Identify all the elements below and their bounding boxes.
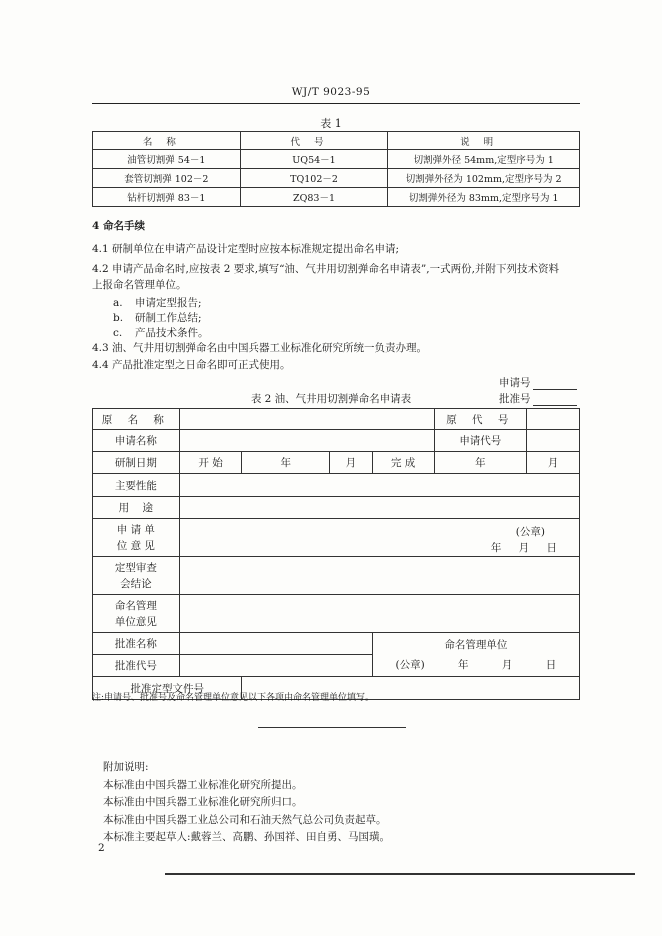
mgmt-label-line2: 单位意见	[114, 615, 157, 628]
table-cell: 油管切割弹 54－1	[93, 150, 241, 169]
appendix	[103, 759, 390, 847]
table1	[92, 131, 580, 207]
original-code-value	[527, 409, 580, 430]
list-item-text: 研制工作总结;	[135, 312, 202, 324]
finish-year-label: 年	[434, 452, 527, 474]
paragraph-4-3: 4.3 油、气井用切割弹命名由中国兵器工业标准化研究所统一负责办理。	[92, 342, 428, 354]
approval-doc-no-label: 批准定型文件号	[93, 677, 242, 700]
usage-value	[179, 497, 579, 519]
appendix-line: 本标准由中国兵器工业标准化研究所归口。	[103, 796, 303, 808]
apply-code-value	[527, 430, 580, 452]
table-row	[93, 188, 580, 207]
approved-name-label: 批准名称	[93, 633, 180, 655]
table-cell: ZQ83－1	[240, 188, 388, 207]
table-cell: 切割弹外径 54mm,定型序号为 1	[388, 150, 580, 169]
list-item-text: 产品技术条件。	[135, 327, 209, 339]
table2-title: 表 2 油、气井用切割弹命名申请表	[250, 393, 412, 405]
mgmt-opinion-label	[93, 595, 180, 633]
mgmt-day: 日	[545, 658, 557, 671]
header-rule	[92, 103, 580, 104]
seal-day: 日	[546, 542, 557, 554]
dev-date-label: 研制日期	[93, 452, 180, 474]
mgmt-label-line1: 命名管理	[114, 599, 157, 612]
table2	[92, 408, 580, 700]
paragraph-4-4: 4.4 产品批准定型之日命名即可正式使用。	[92, 359, 291, 371]
bottom-rule	[165, 873, 635, 875]
original-name-value	[179, 409, 434, 430]
approve-number-label: 批准号	[499, 393, 531, 405]
finish-month-label: 月	[527, 452, 580, 474]
mgmt-unit-cell	[372, 633, 579, 677]
review-label-line2: 会结论	[120, 577, 152, 590]
main-performance-value	[179, 474, 579, 497]
seal-month: 月	[518, 542, 530, 554]
table-cell: UQ54－1	[240, 150, 388, 169]
mgmt-unit-label: 命名管理单位	[444, 638, 508, 651]
finish-label: 完 成	[372, 452, 434, 474]
start-month-label: 月	[329, 452, 372, 474]
list-item	[113, 325, 209, 340]
seal-date	[180, 540, 579, 556]
table-cell: TQ102－2	[240, 169, 388, 188]
paragraph-4-2-line2: 上报命名管理单位。	[92, 279, 187, 291]
apply-unit-label-line2: 位 意 见	[116, 539, 155, 552]
table1-title: 表 1	[320, 117, 342, 130]
mgmt-seal: (公章)	[395, 658, 425, 671]
table-row	[93, 633, 580, 655]
apply-number-field	[499, 375, 577, 390]
list-item-label: b.	[113, 312, 124, 324]
apply-name-value	[179, 430, 434, 452]
table-row	[93, 409, 580, 430]
mgmt-unit-date	[373, 655, 579, 675]
list-item-label: c.	[113, 327, 123, 339]
seal-label: (公章)	[515, 526, 545, 538]
table-row	[93, 169, 580, 188]
appendix-title: 附加说明:	[103, 761, 149, 773]
table-row	[93, 150, 580, 169]
table1-header-desc: 说明	[388, 132, 580, 150]
review-conclusion-label	[93, 557, 180, 595]
apply-unit-opinion-value	[179, 519, 579, 557]
paragraph-4-2-line1: 4.2 申请产品命名时,应按表 2 要求,填写“油、气井用切割弹命名申请表”,一式两份,并附下列技术资料	[92, 263, 559, 275]
mgmt-year: 年	[458, 658, 469, 671]
end-rule	[258, 727, 406, 728]
table-cell: 套管切割弹 102－2	[93, 169, 241, 188]
table2-note: 注:申请号、批准号及命名管理单位意见以下各项由命名管理单位填写。	[92, 693, 375, 703]
appendix-line: 本标准由中国兵器工业标准化研究所提出。	[103, 778, 303, 791]
document-code: WJ/T 9023-95	[291, 86, 371, 98]
section4-title: 4 命名手续	[92, 220, 145, 232]
review-conclusion-value	[179, 557, 579, 595]
list-item	[113, 310, 202, 325]
mgmt-month: 月	[501, 658, 513, 671]
table-row	[93, 557, 580, 595]
appendix-line: 本标准主要起草人:戴蓉兰、高鹏、孙国祥、田自勇、马国璜。	[103, 831, 391, 843]
approved-code-value	[179, 655, 372, 677]
mgmt-opinion-value	[179, 595, 579, 633]
approved-code-label: 批准代号	[93, 655, 180, 677]
apply-number-label: 申请号	[499, 377, 531, 389]
main-performance-label: 主要性能	[93, 474, 180, 497]
table1-header-row	[93, 132, 580, 150]
table-row	[93, 474, 580, 497]
table-row	[93, 519, 580, 557]
seal-year: 年	[490, 542, 502, 554]
table-row	[93, 497, 580, 519]
list-item-text: 申请定型报告;	[135, 297, 202, 309]
apply-name-label: 申请名称	[93, 430, 180, 452]
page-number: 2	[98, 842, 105, 854]
list-item	[113, 295, 202, 310]
start-label: 开 始	[179, 452, 242, 474]
table-cell: 切割弹外径为 102mm,定型序号为 2	[388, 169, 580, 188]
table-cell: 切割弹外径为 83mm,定型序号为 1	[388, 188, 580, 207]
table-row	[93, 452, 580, 474]
original-code-label: 原 代 号	[434, 409, 527, 430]
appendix-line: 本标准由中国兵器工业总公司和石油天然气总公司负责起草。	[103, 813, 387, 826]
approved-name-value	[179, 633, 372, 655]
apply-unit-label-line1: 申 请 单	[116, 523, 155, 536]
start-year-label: 年	[242, 452, 330, 474]
table-row	[93, 595, 580, 633]
table-cell: 钻杆切割弹 83－1	[93, 188, 241, 207]
apply-unit-opinion-label	[93, 519, 180, 557]
paragraph-4-1: 4.1 研制单位在申请产品设计定型时应按本标准规定提出命名申请;	[92, 243, 400, 255]
review-label-line1: 定型审查	[114, 561, 157, 574]
table-row	[93, 430, 580, 452]
table1-header-name: 名称	[93, 132, 241, 150]
original-name-label: 原 名 称	[93, 409, 180, 430]
usage-label: 用 途	[93, 497, 180, 519]
list-item-label: a.	[113, 297, 123, 309]
apply-code-label: 申请代号	[434, 430, 527, 452]
apply-number-blank	[533, 378, 577, 390]
table1-header-code: 代号	[240, 132, 388, 150]
